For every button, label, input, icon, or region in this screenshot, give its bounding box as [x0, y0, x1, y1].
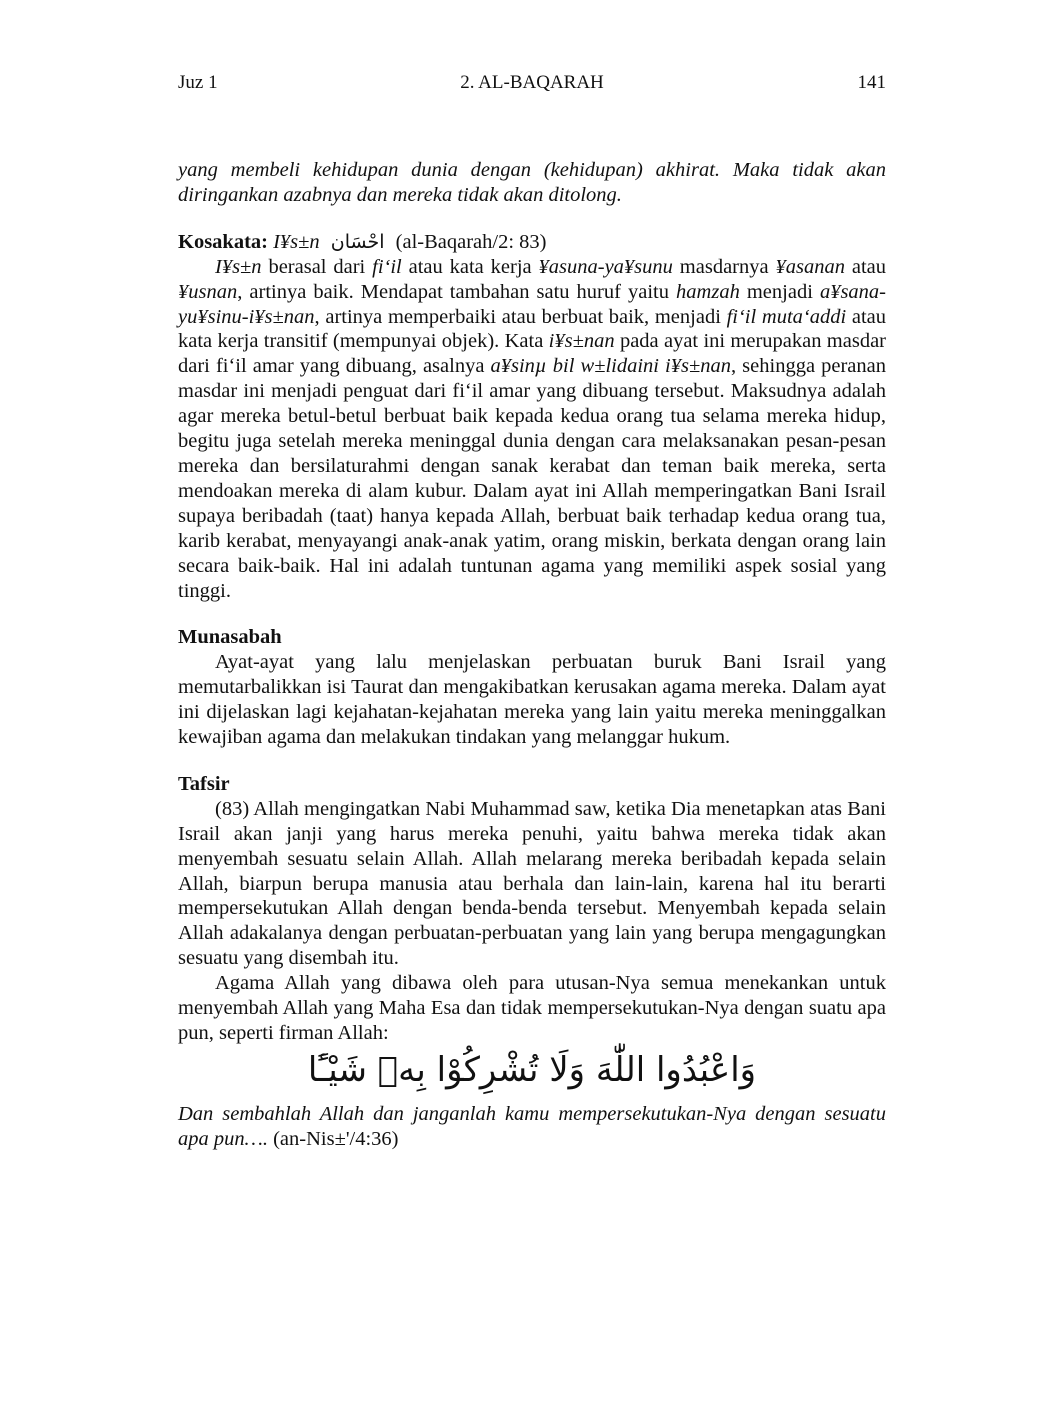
- munasabah-paragraph: Ayat-ayat yang lalu menjelaskan perbuatan buruk Bani Israil yang memutarbalikkan isi Taurat dan mengakibatkan kerusakan agama mereka. Dalam ayat ini dijelaskan lagi kejahatan-kejahatan mereka yang lain yaitu mereka meninggalkan kewajiban agama dan melakukan tindakan yang melanggar hukum.: [178, 651, 886, 749]
- juz-label: Juz 1: [178, 72, 218, 93]
- kosakata-paragraph: [178, 255, 886, 604]
- text-span: pada ayat ini merupakan masdar dari fi‘il amar yang dibuang, asalnya: [178, 330, 887, 378]
- translation-text: Dan sembahlah Allah dan janganlah kamu mempersekutukan-Nya dengan sesuatu apa pun….: [178, 1102, 886, 1150]
- term-husnan: ¥usnan: [178, 280, 238, 303]
- term-ihsanan: i¥s±nan: [548, 330, 615, 353]
- chapter-title: 2. AL-BAQARAH: [460, 72, 604, 93]
- quran-verse-arabic: وَاعْبُدُوا اللّٰهَ وَلَا تُشْرِكُوْا بِهٖ شَيْـًٔا: [307, 1049, 757, 1090]
- kosakata-arabic: احْسَان: [330, 230, 385, 253]
- kosakata-term: I¥s±n: [273, 230, 320, 253]
- term-ihsan: I¥s±n: [215, 255, 262, 278]
- text-span: berasal dari: [261, 255, 373, 278]
- page-header: [178, 72, 886, 98]
- intro-text: yang membeli kehidupan dunia dengan (kehidupan) akhirat. Maka tidak akan diringankan azabnya dan mereka tidak akan ditolong.: [178, 159, 886, 206]
- term-hasanan: ¥asanan: [775, 255, 845, 278]
- term-hamzah: hamzah: [676, 280, 740, 303]
- text-span: , artinya baik. Mendapat tambahan satu huruf yaitu: [237, 280, 677, 303]
- page-body: [178, 158, 886, 1152]
- text-span: atau: [844, 255, 886, 278]
- term-fiil: fi‘il: [372, 255, 402, 278]
- munasabah-heading: Munasabah: [178, 626, 282, 649]
- term-ahsana: a¥sana-yu¥sinu-i¥s±nan: [178, 280, 886, 328]
- translation-ref: (an-Nis±'/4:36): [267, 1127, 399, 1150]
- text-span: atau kata kerja transitif (mempunyai objek). Kata: [178, 305, 886, 353]
- tafsir-paragraph-1: (83) Allah mengingatkan Nabi Muhammad saw, ketika Dia menetapkan atas Bani Israil akan janji yang harus mereka penuhi, yaitu bahwa mereka tidak akan menyembah sesuatu selain Allah. Allah melarang mereka beribadah kepada selain Allah, biarpun berupa manusia atau berhala dan lain-lain, karena hal itu berarti mempersekutukan Allah dengan benda-benda tersebut. Menyembah kepada selain Allah adakalanya dengan perbuatan-perbuatan yang lain yang berupa mengagungkan sesuatu yang disembah itu.: [178, 797, 886, 970]
- text-span: masdarnya: [672, 255, 776, 278]
- text-span: menjadi: [739, 280, 820, 303]
- page-number: 141: [857, 72, 886, 93]
- tafsir-paragraph-2: Agama Allah yang dibawa oleh para utusan-Nya semua menekankan untuk menyembah Allah yang Maha Esa dan tidak mempersekutukan-Nya dengan suatu apa pun, seperti firman Allah:: [178, 972, 886, 1044]
- text-span: atau kata kerja: [401, 255, 539, 278]
- text-span: , artinya memperbaiki atau berbuat baik, menjadi: [314, 305, 727, 328]
- intro-paragraph: [178, 158, 886, 208]
- kosakata-ref: (al-Baqarah/2: 83): [395, 230, 547, 253]
- term-fiil-mutaaddi: fi‘il muta‘addi: [726, 305, 847, 328]
- term-hasuna: ¥asuna-ya¥sunu: [538, 255, 673, 278]
- kosakata-label: Kosakata:: [178, 230, 268, 253]
- tafsir-heading: Tafsir: [178, 772, 230, 795]
- term-ahsinu: a¥sinµ bil w±lidaini i¥s±nan: [490, 355, 731, 378]
- verse-translation: [178, 1102, 886, 1152]
- kosakata-heading: [178, 230, 886, 255]
- text-span: , sehingga peranan masdar ini menjadi penguat dari fi‘il amar yang dibuang tersebut. Maksudnya adalah agar mereka betul-betul berbuat baik kepada kedua orang tua selama mereka hidup, begitu juga setelah mereka meninggal dunia dengan cara melaksanakan pesan-pesan mereka dan bersilaturahmi dengan sanak kerabat dan teman baik mereka, serta mendoakan mereka di alam kubur. Dalam ayat ini Allah memperingatkan Bani Israil supaya beribadah (taat) hanya kepada Allah, berbuat baik terhadap kedua orang tua, karib kerabat, menyayangi anak-anak yatim, orang miskin, berkata dengan orang lain secara baik-baik. Hal ini adalah tuntunan agama yang memiliki aspek sosial yang tinggi.: [178, 355, 886, 602]
